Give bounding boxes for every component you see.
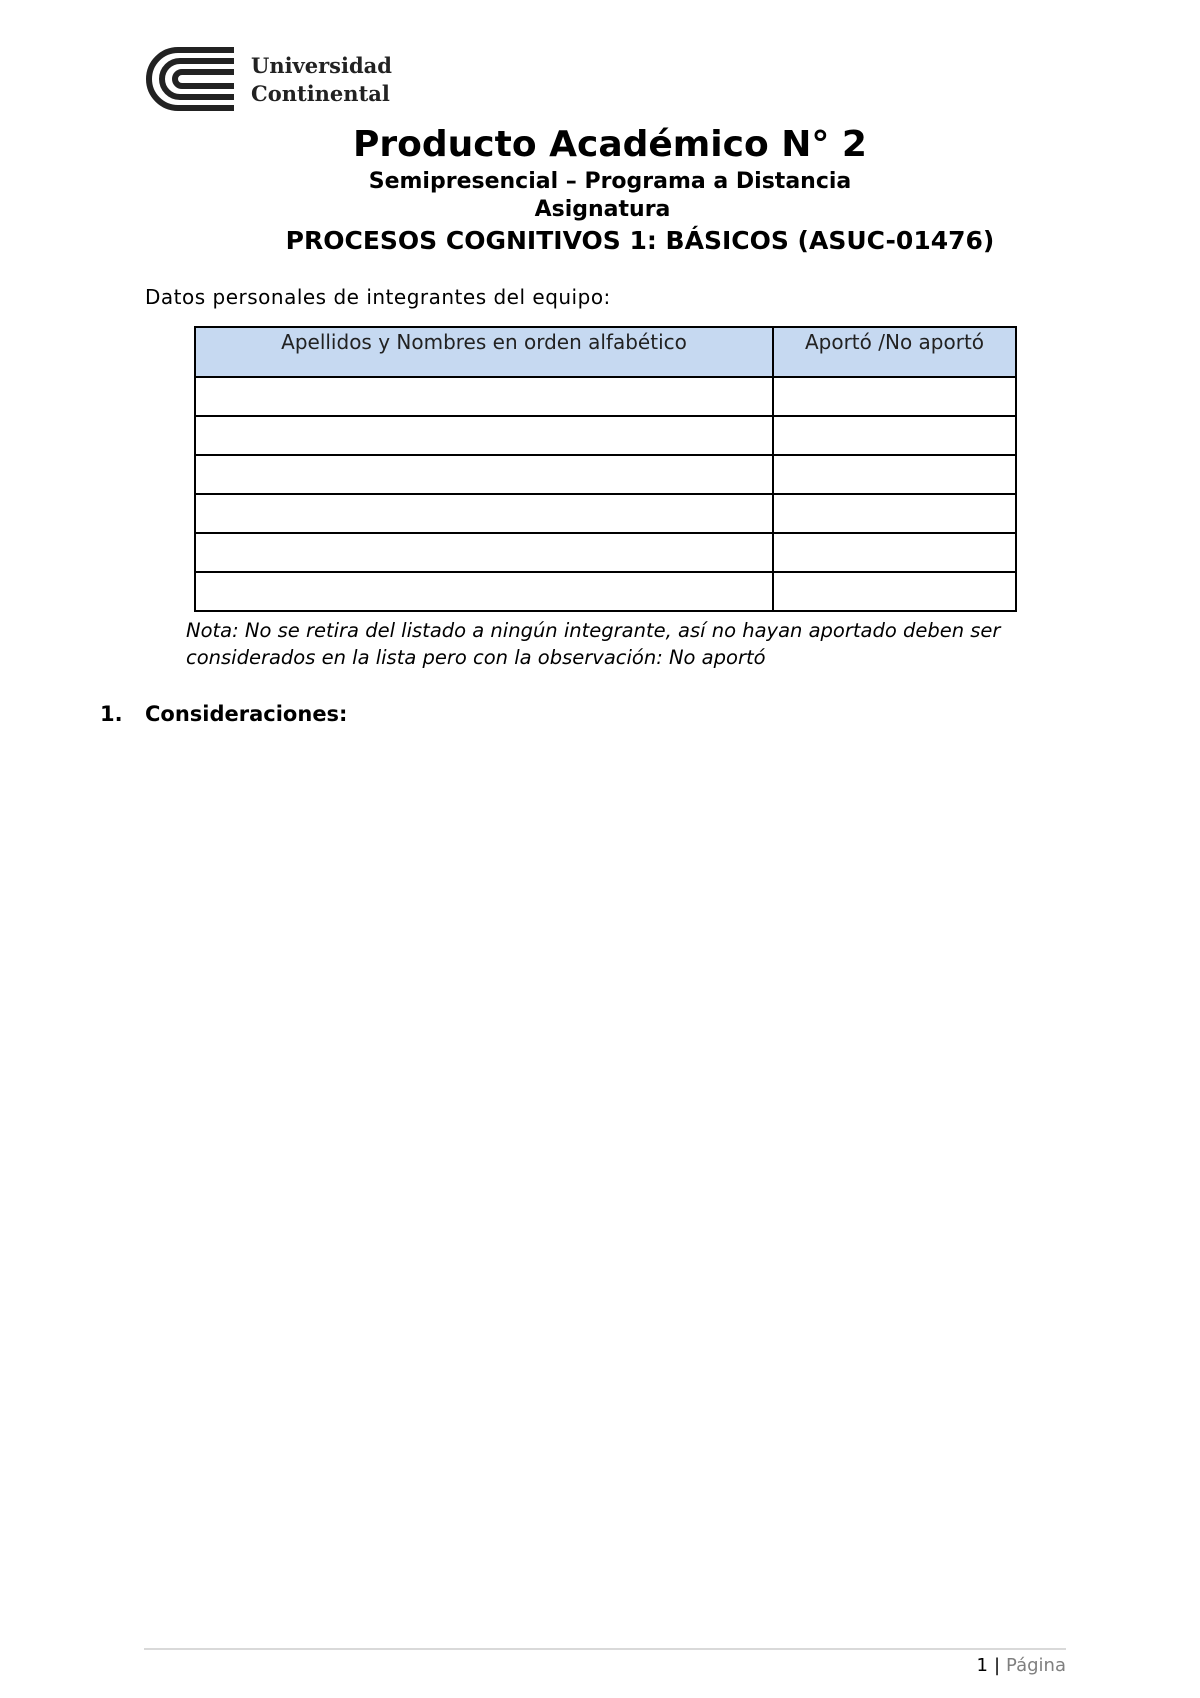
table-row [195, 455, 1016, 494]
logo-line-continental: Continental [251, 81, 390, 106]
contribution-cell[interactable] [773, 533, 1016, 572]
team-members-table [194, 326, 1017, 612]
note-line-2: considerados en la lista pero con la observación: No aportó [186, 646, 766, 669]
table-note [186, 617, 1066, 671]
table-row [195, 572, 1016, 611]
section-considerations [100, 700, 347, 728]
logo-line-universidad: Universidad [251, 53, 392, 78]
contribution-cell[interactable] [773, 494, 1016, 533]
logo-text [251, 52, 392, 108]
contribution-cell[interactable] [773, 572, 1016, 611]
document-title: Producto Académico N° 2 [353, 124, 867, 165]
table-row [195, 494, 1016, 533]
document-subtitle: Semipresencial – Programa a Distancia [368, 169, 852, 194]
name-cell[interactable] [195, 455, 773, 494]
name-cell[interactable] [195, 377, 773, 416]
university-logo [142, 44, 402, 120]
footer-divider [144, 1648, 1066, 1650]
note-line-1: Nota: No se retira del listado a ningún integrante, así no hayan aportado deben ser [186, 619, 1001, 642]
page-label: Página [1006, 1655, 1066, 1676]
name-cell[interactable] [195, 494, 773, 533]
table-row [195, 416, 1016, 455]
team-heading: Datos personales de integrantes del equipo: [145, 285, 611, 309]
section-label: Consideraciones: [145, 702, 348, 726]
header-contribution: Aportó /No aportó [773, 327, 1016, 377]
contribution-cell[interactable] [773, 455, 1016, 494]
table-row [195, 533, 1016, 572]
name-cell[interactable] [195, 572, 773, 611]
section-number: 1. [100, 702, 123, 726]
page-number: 1 [976, 1655, 988, 1676]
name-cell[interactable] [195, 416, 773, 455]
table-header-row [195, 327, 1016, 377]
header-names: Apellidos y Nombres en orden alfabético [195, 327, 773, 377]
table-row [195, 377, 1016, 416]
asignatura-label: Asignatura [534, 197, 671, 222]
page-footer [977, 1652, 1066, 1680]
course-name: PROCESOS COGNITIVOS 1: BÁSICOS (ASUC-01476) [285, 226, 995, 255]
contribution-cell[interactable] [773, 416, 1016, 455]
name-cell[interactable] [195, 533, 773, 572]
university-logo-icon [142, 44, 238, 114]
contribution-cell[interactable] [773, 377, 1016, 416]
footer-separator: | [993, 1655, 1001, 1676]
